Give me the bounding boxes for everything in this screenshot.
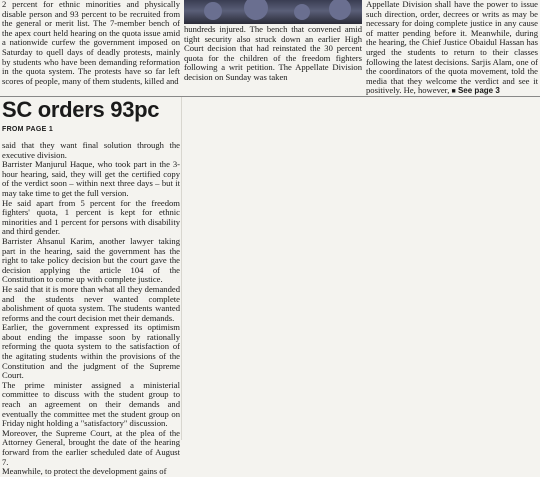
paragraph: said that they want final solution through the executive division. xyxy=(2,140,180,160)
paragraph: He said that it is more than what all they demanded and the students never wanted complete abolishment of quota system. The students wanted reforms and the court decision met their demands. xyxy=(2,283,180,323)
article-headline: SC orders 93pc xyxy=(2,97,160,122)
article-body xyxy=(2,141,180,477)
previous-article-column-1: 2 percent for ethnic minorities and physically disable person and 93 percent to be recruited from the general or merit list. The 7-member bench of the apex court held hearing on the quota issue amid a nationwide curfew the government imposed on Saturday to quell days of deadly protests, mainly by students who have been demanding reformation in the quota system. The protests have so far left scores of people, many of them students, killed and xyxy=(2,0,180,86)
previous-article-column-3 xyxy=(366,0,538,97)
see-page-label: See page 3 xyxy=(457,86,500,96)
see-page-link[interactable] xyxy=(452,86,500,95)
paragraph: Barrister Ahsanul Karim, another lawyer taking part in the hearing, said the government has the right to take policy decision but the court gave the decision applying the article 104 of the Constitution to come up with complete justice. xyxy=(2,235,180,285)
paragraph: Meanwhile, to protect the development gains of xyxy=(2,466,167,477)
paragraph: Moreover, the Supreme Court, at the plea of the Attorney General, brought the date of the hearing forward from the earlier scheduled date of August 7. xyxy=(2,427,180,467)
column-3-text: Appellate Division shall have the power to issue such direction, order, decrees or writs as may be necessary for doing complete justice in any cause of matter pending before it. Meanwhile, during the hearing, the Chief Justice Obaidul Hassan has urged the students to return to their classes following the latest decisions. Sarjis Alam, one of the coordinators of the quota movement, told the media that they welcome the verdict and see it positively. He, however, xyxy=(366,0,538,96)
continued-from-label: FROM PAGE 1 xyxy=(2,126,54,133)
paragraph: Earlier, the government expressed its optimism about ending the impasse soon by rationally reforming the quota system to the satisfaction of the agitating students within the provisions of the Constitution and the judgment of the Supreme Court. xyxy=(2,322,180,381)
paragraph: Barrister Manjurul Haque, who took part in the 3-hour hearing, said, they will get the certified copy of the verdict soon – within next three days – but it may take time to get the full version. xyxy=(2,159,180,198)
paragraph: He said apart from 5 percent for the freedom fighters' quota, 1 percent is kept for ethnic minorities and 1 percent for persons with disability and third gender. xyxy=(2,197,180,237)
triangle-icon: ■ xyxy=(451,88,456,96)
previous-article-column-2: hundreds injured. The bench that convened amid tight security also struck down an earlier High Court decision that had reinstated the 30 percent quota for the children of the freedom fighters following a writ petition. The Appellate Division decision on Sunday was taken xyxy=(184,24,362,82)
paragraph: The prime minister assigned a ministerial committee to discuss with the student group to reach an agreement on their demands and eventually the committee met the student group on Friday night holding a "satisfactory" discussion. xyxy=(2,379,180,429)
news-photo xyxy=(184,0,362,24)
column-gutter xyxy=(181,97,182,440)
